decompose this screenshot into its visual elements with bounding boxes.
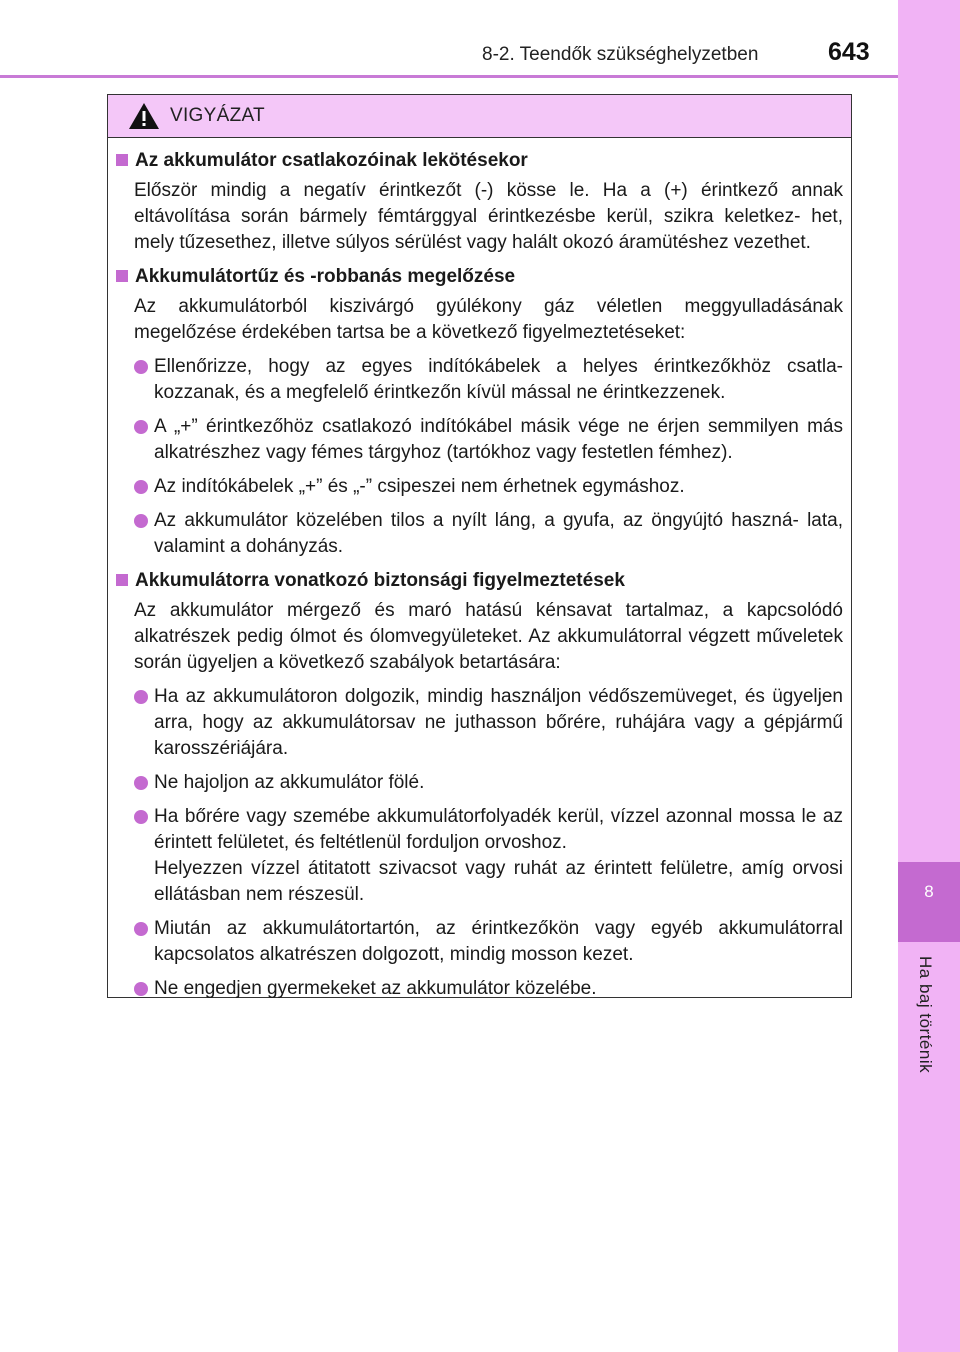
list-item	[134, 508, 843, 560]
chapter-label: Ha baj történik	[916, 956, 935, 1074]
list-item	[134, 474, 843, 500]
section-text: Az akkumulátorból kiszivárgó gyúlékony gáz véletlen meggyulladásának megelőzése érdekében tartsa be a következő figyelmeztetéseket:	[134, 296, 843, 343]
section-title: 8-2. Teendők szükséghelyzetben	[482, 44, 759, 65]
round-bullet-icon	[134, 776, 148, 790]
list-item-text: Ellenőrizze, hogy az egyes indítókábelek a helyes érintkezőkhöz csatla- kozzanak, és a megfelelő érintkezőn kívül mással ne érintkezzenek.	[154, 356, 843, 403]
warning-body	[108, 138, 851, 1002]
round-bullet-icon	[134, 810, 148, 824]
list-item	[134, 804, 843, 908]
list-item-text: Az indítókábelek „+” és „-” csipeszei nem érhetnek egymáshoz.	[154, 476, 685, 497]
section-heading	[116, 568, 843, 594]
section-heading	[116, 264, 843, 290]
section-text: Először mindig a negatív érintkezőt (-) kösse le. Ha a (+) érintkező annak eltávolítása során bármely fémtárggyal érintkezésbe kerül, szikra keletkez- het, mely tűzesethez, illetve súlyos sérülést vagy halált okozó áramütéshez vezethet.	[134, 180, 843, 253]
warning-box	[107, 94, 852, 998]
list-item-text: Ne hajoljon az akkumulátor fölé.	[154, 772, 425, 793]
section-heading-text: Az akkumulátor csatlakozóinak lekötésekor	[135, 150, 528, 171]
list-item-text: Miután az akkumulátortartón, az érintkezőkön vagy egyéb akkumulátorral kapcsolatos alkatrészen dolgozott, mindig mosson kezet.	[154, 918, 843, 965]
list-item-text	[154, 804, 843, 908]
chapter-tab[interactable]	[898, 862, 960, 942]
page-number: 643	[828, 38, 870, 66]
square-bullet-icon	[116, 270, 128, 282]
section-heading-text: Akkumulátortűz és -robbanás megelőzése	[135, 266, 516, 287]
round-bullet-icon	[134, 690, 148, 704]
round-bullet-icon	[134, 982, 148, 996]
list-item-text: Az akkumulátor közelében tilos a nyílt láng, a gyufa, az öngyújtó haszná- lata, valamint a dohányzás.	[154, 510, 843, 557]
list-item	[134, 414, 843, 466]
warning-header	[108, 95, 851, 138]
round-bullet-icon	[134, 480, 148, 494]
warning-title: VIGYÁZAT	[170, 105, 265, 126]
round-bullet-icon	[134, 922, 148, 936]
list-item-text-extra: Helyezzen vízzel átitatott szivacsot vagy ruhát az érintett felületre, amíg orvosi ellátásban nem részesül.	[154, 858, 843, 905]
round-bullet-icon	[134, 514, 148, 528]
list-item	[134, 770, 843, 796]
chapter-number: 8	[924, 882, 934, 901]
section-heading	[116, 148, 843, 174]
list-item-text: Ne engedjen gyermekeket az akkumulátor közelébe.	[154, 978, 597, 999]
list-item-text: A „+” érintkezőhöz csatlakozó indítókábel másik vége ne érjen semmilyen más alkatrészhez vagy fémes tárgyhoz (tartókhoz vagy festetlen fémhez).	[154, 416, 843, 463]
list-item	[134, 684, 843, 762]
header-rule	[0, 75, 898, 78]
list-item	[134, 916, 843, 968]
warning-triangle-icon	[128, 102, 160, 130]
list-item-text: Ha az akkumulátoron dolgozik, mindig használjon védőszemüveget, és ügyeljen arra, hogy az akkumulátorsav ne juthasson bőrére, ruhájára vagy a gépjármű karosszériájára.	[154, 686, 843, 759]
square-bullet-icon	[116, 154, 128, 166]
section-text: Az akkumulátor mérgező és maró hatású kénsavat tartalmaz, a kapcsolódó alkatrészek pedig ólmot és ólomvegyületeket. Az akkumulátorral végzett műveletek során ügyeljen a következő szabályok betartására:	[134, 600, 843, 673]
square-bullet-icon	[116, 574, 128, 586]
list-item-text-main: Ha bőrére vagy szemébe akkumulátorfolyadék kerül, vízzel azonnal mossa le az érintett felületet, és feltétlenül forduljon orvoshoz.	[154, 806, 843, 853]
round-bullet-icon	[134, 360, 148, 374]
list-item	[134, 354, 843, 406]
section-heading-text: Akkumulátorra vonatkozó biztonsági figyelmeztetések	[135, 570, 625, 591]
list-item	[134, 976, 843, 1002]
round-bullet-icon	[134, 420, 148, 434]
side-tab	[898, 0, 960, 1352]
